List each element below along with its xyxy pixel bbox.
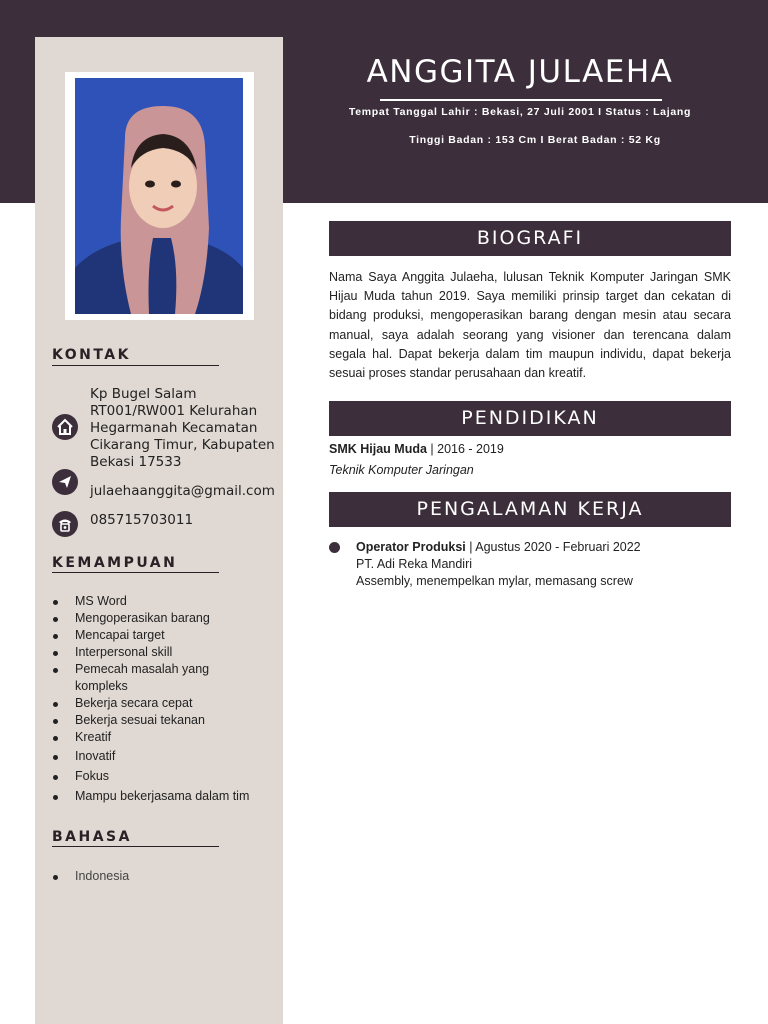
languages-heading-rule: [52, 846, 219, 847]
home-icon: [52, 414, 78, 440]
skills-list: [52, 593, 277, 805]
skill-item: MS Word: [52, 593, 277, 610]
personal-info-line-1: Tempat Tanggal Lahir : Bekasi, 27 Juli 2001 I Status : Lajang: [348, 106, 692, 118]
address-line-5: Bekasi 17533: [90, 454, 182, 470]
skills-heading-rule: [52, 572, 219, 573]
job-description: Assembly, menempelkan mylar, memasang screw: [356, 574, 633, 588]
biography-heading: BIOGRAFI: [329, 221, 731, 256]
education-major: Teknik Komputer Jaringan: [329, 463, 474, 477]
languages-list: [52, 868, 277, 885]
education-entry: [329, 442, 504, 456]
biography-text: Nama Saya Anggita Julaeha, lulusan Teknik Komputer Jaringan SMK Hijau Muda tahun 2019. Saya memiliki prinsip target dan cekatan di bidang produksi, mengoperasikan barang dengan mesin atau secara manual, saya adalah seorang yang visioner dan terencana dalam segala hal. Dapat bekerja dalam tim maupun individu, dapat bekerja sesuai proses standar perusahaan dan kreatif.: [329, 270, 731, 381]
job-period: | Agustus 2020 - Februari 2022: [465, 540, 641, 554]
language-item: Indonesia: [52, 868, 277, 885]
phone-text[interactable]: 085715703011: [90, 512, 194, 528]
education-years: | 2016 - 2019: [426, 442, 504, 456]
phone-icon: [52, 511, 78, 537]
person-name: ANGGITA JULAEHA: [366, 54, 674, 90]
name-underline: [380, 99, 662, 101]
skill-item: Mampu bekerjasama dalam tim: [52, 788, 277, 805]
address-line-3: Hegarmanah Kecamatan: [90, 420, 258, 436]
experience-entry: [356, 539, 641, 590]
skill-item: Mencapai target: [52, 627, 277, 644]
skill-item: Mengoperasikan barang: [52, 610, 277, 627]
address-line-1: Kp Bugel Salam: [90, 386, 197, 402]
skill-item: Bekerja sesuai tekanan: [52, 712, 277, 729]
skill-item: Fokus: [52, 768, 277, 785]
email-text[interactable]: julaehaanggita@gmail.com: [90, 483, 275, 499]
skill-item: Bekerja secara cepat: [52, 695, 277, 712]
personal-info-line-2: Tinggi Badan : 153 Cm I Berat Badan : 52 Kg: [409, 134, 661, 146]
skill-item-continuation: kompleks: [75, 679, 128, 693]
send-icon: [52, 469, 78, 495]
skills-heading: KEMAMPUAN: [52, 555, 178, 571]
company-name: PT. Adi Reka Mandiri: [356, 557, 473, 571]
job-role: Operator Produksi: [356, 540, 466, 554]
experience-heading: PENGALAMAN KERJA: [329, 492, 731, 527]
address-line-2: RT001/RW001 Kelurahan: [90, 403, 258, 419]
profile-photo-illustration: [75, 78, 243, 314]
address-line-4: Cikarang Timur, Kabupaten: [90, 437, 275, 453]
education-heading: PENDIDIKAN: [329, 401, 731, 436]
skill-item: Pemecah masalah yang: [52, 661, 277, 678]
languages-heading: BAHASA: [52, 829, 132, 845]
school-name: SMK Hijau Muda: [329, 442, 427, 456]
contact-heading-rule: [52, 365, 219, 366]
skill-item: Inovatif: [52, 748, 277, 765]
contact-heading: KONTAK: [52, 347, 131, 363]
experience-bullet: [329, 542, 340, 553]
profile-photo-frame: [65, 72, 254, 320]
profile-photo: [75, 78, 243, 314]
skill-item: Interpersonal skill: [52, 644, 277, 661]
skill-item: Kreatif: [52, 729, 277, 746]
